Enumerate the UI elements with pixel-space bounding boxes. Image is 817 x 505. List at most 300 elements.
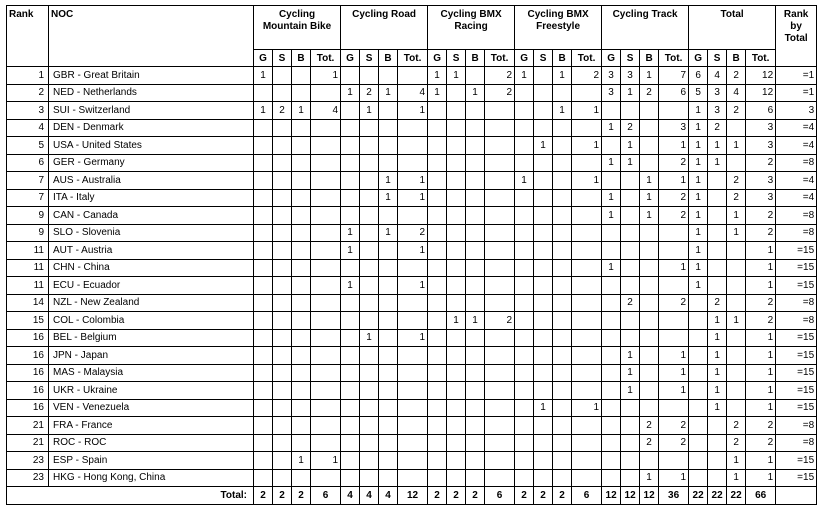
medal-cell: [727, 154, 746, 172]
medal-cell: [254, 242, 273, 260]
medal-cell: [341, 119, 360, 137]
rank-by-total-cell: =4: [776, 172, 817, 190]
medal-cell: [572, 417, 602, 435]
medal-cell: [708, 417, 727, 435]
medal-cell: [428, 102, 447, 120]
medal-cell: 2: [746, 224, 776, 242]
medal-cell: [659, 277, 689, 295]
medal-cell: 3: [659, 119, 689, 137]
medal-cell: 1: [621, 84, 640, 102]
total-cell: 12: [640, 487, 659, 505]
medal-cell: 1: [360, 329, 379, 347]
medal-cell: [534, 329, 553, 347]
medal-cell: [553, 119, 572, 137]
medal-cell: [689, 364, 708, 382]
medal-cell: [602, 294, 621, 312]
medal-cell: [534, 224, 553, 242]
medal-cell: 1: [398, 189, 428, 207]
group-header: Total: [689, 6, 776, 50]
medal-cell: [708, 189, 727, 207]
medal-cell: [640, 347, 659, 365]
medal-cell: [379, 242, 398, 260]
medal-cell: 1: [311, 67, 341, 85]
medal-cell: 1: [360, 102, 379, 120]
medal-cell: [341, 154, 360, 172]
medal-cell: 1: [466, 312, 485, 330]
medal-cell: [466, 189, 485, 207]
medal-cell: 1: [746, 329, 776, 347]
medal-cell: [360, 294, 379, 312]
medal-cell: 1: [727, 224, 746, 242]
total-cell: 22: [689, 487, 708, 505]
medal-cell: 1: [572, 102, 602, 120]
rank-by-total-cell: =15: [776, 329, 817, 347]
total-cell: 6: [311, 487, 341, 505]
medal-cell: 1: [640, 469, 659, 487]
medal-cell: 1: [659, 382, 689, 400]
medal-cell: [621, 399, 640, 417]
medal-cell: [659, 312, 689, 330]
rank-by-total-cell: =15: [776, 382, 817, 400]
medal-cell: 3: [708, 102, 727, 120]
medal-cell: [485, 207, 515, 225]
medal-cell: 1: [311, 452, 341, 470]
medal-cell: [466, 67, 485, 85]
medal-cell: 1: [602, 259, 621, 277]
medal-cell: 3: [708, 84, 727, 102]
medal-cell: [398, 434, 428, 452]
medal-cell: [447, 364, 466, 382]
medal-cell: [311, 382, 341, 400]
medal-cell: [273, 154, 292, 172]
medal-cell: 1: [447, 67, 466, 85]
medal-cell: [553, 329, 572, 347]
medal-cell: [553, 434, 572, 452]
medal-cell: [428, 294, 447, 312]
medal-cell: [254, 329, 273, 347]
medal-cell: 2: [746, 207, 776, 225]
medal-cell: [311, 137, 341, 155]
medal-cell: [273, 137, 292, 155]
medal-cell: 1: [553, 67, 572, 85]
medal-cell: 1: [746, 259, 776, 277]
medal-cell: [485, 242, 515, 260]
medal-cell: 1: [746, 469, 776, 487]
medal-cell: 1: [659, 469, 689, 487]
medal-cell: [379, 67, 398, 85]
medal-cell: [447, 102, 466, 120]
subheader-gold: G: [341, 50, 360, 67]
medal-cell: [602, 224, 621, 242]
medal-cell: [689, 312, 708, 330]
medal-cell: [311, 312, 341, 330]
medal-cell: [553, 312, 572, 330]
rank-cell: 6: [7, 154, 49, 172]
medal-cell: [379, 312, 398, 330]
medal-cell: [621, 189, 640, 207]
table-row: [7, 259, 817, 277]
medal-cell: [273, 189, 292, 207]
medal-cell: [621, 417, 640, 435]
rank-by-total-cell: =8: [776, 224, 817, 242]
medal-cell: [398, 67, 428, 85]
medal-cell: 2: [659, 434, 689, 452]
medal-cell: [292, 382, 311, 400]
medal-cell: [553, 347, 572, 365]
table-row: [7, 154, 817, 172]
medal-cell: 2: [746, 294, 776, 312]
medal-cell: [447, 224, 466, 242]
medal-cell: [360, 347, 379, 365]
medal-cell: [553, 364, 572, 382]
medal-cell: 2: [708, 294, 727, 312]
medal-cell: [360, 452, 379, 470]
medal-cell: 2: [659, 189, 689, 207]
medal-cell: [428, 172, 447, 190]
rank-header: Rank: [7, 6, 49, 67]
total-cell: 6: [485, 487, 515, 505]
medal-cell: [273, 452, 292, 470]
medal-cell: [640, 259, 659, 277]
medal-cell: [379, 119, 398, 137]
medal-cell: 2: [727, 172, 746, 190]
medal-cell: [360, 224, 379, 242]
total-label: Total:: [7, 487, 254, 505]
medal-cell: [708, 277, 727, 295]
medal-cell: [572, 294, 602, 312]
medal-cell: [292, 207, 311, 225]
rank-by-total-cell: =8: [776, 154, 817, 172]
table-row: [7, 102, 817, 120]
medal-cell: [689, 452, 708, 470]
medal-cell: [466, 434, 485, 452]
medal-cell: [379, 207, 398, 225]
medal-cell: 6: [659, 84, 689, 102]
medal-cell: [360, 67, 379, 85]
medal-cell: [659, 329, 689, 347]
medal-cell: [398, 469, 428, 487]
medal-cell: [398, 399, 428, 417]
total-cell: 66: [746, 487, 776, 505]
medal-cell: [515, 399, 534, 417]
medal-cell: [428, 452, 447, 470]
medal-cell: [640, 364, 659, 382]
medal-cell: [254, 172, 273, 190]
subheader-silver: S: [273, 50, 292, 67]
medal-cell: 1: [621, 137, 640, 155]
medal-cell: [640, 277, 659, 295]
medal-cell: [659, 102, 689, 120]
medal-cell: 1: [727, 469, 746, 487]
medal-cell: 1: [621, 154, 640, 172]
medal-cell: [311, 189, 341, 207]
medal-cell: 1: [746, 399, 776, 417]
medal-cell: 3: [602, 67, 621, 85]
medal-cell: [485, 382, 515, 400]
noc-cell: SUI - Switzerland: [49, 102, 254, 120]
medal-cell: 5: [689, 84, 708, 102]
medal-cell: [292, 67, 311, 85]
medal-cell: 1: [689, 172, 708, 190]
medal-cell: [254, 469, 273, 487]
medal-cell: 1: [746, 242, 776, 260]
noc-cell: CAN - Canada: [49, 207, 254, 225]
medal-cell: [311, 469, 341, 487]
table-row: [7, 207, 817, 225]
medal-cell: [621, 452, 640, 470]
medal-cell: [640, 102, 659, 120]
medal-cell: [659, 452, 689, 470]
medal-cell: [273, 294, 292, 312]
medal-table: [6, 5, 817, 505]
medal-cell: [379, 417, 398, 435]
medal-cell: [447, 137, 466, 155]
medal-cell: [311, 364, 341, 382]
medal-cell: [515, 434, 534, 452]
medal-cell: [292, 347, 311, 365]
medal-cell: 1: [708, 347, 727, 365]
medal-cell: 2: [485, 312, 515, 330]
medal-cell: [273, 277, 292, 295]
medal-cell: [640, 119, 659, 137]
rank-cell: 7: [7, 172, 49, 190]
medal-cell: 1: [689, 277, 708, 295]
medal-cell: 6: [746, 102, 776, 120]
medal-cell: [360, 259, 379, 277]
medal-cell: [553, 189, 572, 207]
total-cell: 2: [515, 487, 534, 505]
medal-cell: [379, 259, 398, 277]
medal-cell: 1: [659, 172, 689, 190]
medal-cell: [602, 399, 621, 417]
medal-cell: 2: [640, 84, 659, 102]
medal-cell: [428, 259, 447, 277]
medal-cell: 1: [746, 364, 776, 382]
medal-cell: [428, 189, 447, 207]
medal-cell: 1: [428, 67, 447, 85]
rank-by-total-cell: =4: [776, 119, 817, 137]
rank-by-total-cell: =8: [776, 312, 817, 330]
medal-cell: [311, 172, 341, 190]
medal-cell: [292, 154, 311, 172]
table-row: [7, 312, 817, 330]
medal-cell: [621, 102, 640, 120]
medal-cell: [341, 347, 360, 365]
medal-cell: 1: [727, 452, 746, 470]
medal-cell: 1: [640, 189, 659, 207]
medal-cell: [379, 452, 398, 470]
medal-cell: [254, 277, 273, 295]
medal-cell: [273, 364, 292, 382]
medal-cell: [466, 347, 485, 365]
medal-cell: 2: [727, 102, 746, 120]
noc-cell: JPN - Japan: [49, 347, 254, 365]
medal-cell: [485, 259, 515, 277]
medal-cell: [515, 224, 534, 242]
medal-cell: [398, 364, 428, 382]
medal-cell: [572, 119, 602, 137]
medal-cell: [708, 224, 727, 242]
medal-cell: [515, 189, 534, 207]
medal-cell: [311, 417, 341, 435]
medal-cell: [398, 347, 428, 365]
medal-cell: [621, 242, 640, 260]
medal-cell: [659, 242, 689, 260]
medal-cell: [553, 84, 572, 102]
noc-cell: NED - Netherlands: [49, 84, 254, 102]
medal-cell: [360, 137, 379, 155]
medal-cell: [428, 347, 447, 365]
medal-cell: [398, 417, 428, 435]
noc-cell: MAS - Malaysia: [49, 364, 254, 382]
medal-cell: [254, 382, 273, 400]
medal-cell: [292, 312, 311, 330]
rank-cell: 4: [7, 119, 49, 137]
medal-cell: [534, 434, 553, 452]
medal-cell: 1: [254, 67, 273, 85]
subheader-total: Tot.: [311, 50, 341, 67]
subheader-silver: S: [447, 50, 466, 67]
rank-cell: 21: [7, 417, 49, 435]
rank-by-total-cell: =1: [776, 84, 817, 102]
medal-cell: 1: [398, 242, 428, 260]
medal-cell: [341, 259, 360, 277]
total-cell: 4: [341, 487, 360, 505]
total-rank-blank: [776, 487, 817, 505]
noc-cell: ROC - ROC: [49, 434, 254, 452]
noc-cell: GBR - Great Britain: [49, 67, 254, 85]
medal-cell: 1: [398, 172, 428, 190]
medal-cell: [572, 364, 602, 382]
medal-cell: [621, 224, 640, 242]
medal-cell: [534, 382, 553, 400]
medal-cell: [311, 224, 341, 242]
rank-by-total-cell: =8: [776, 434, 817, 452]
medal-cell: 2: [360, 84, 379, 102]
medal-cell: 1: [621, 347, 640, 365]
medal-cell: [621, 434, 640, 452]
medal-cell: [572, 84, 602, 102]
rank-by-total-cell: =15: [776, 259, 817, 277]
medal-cell: [360, 469, 379, 487]
medal-cell: [379, 434, 398, 452]
medal-cell: 2: [659, 294, 689, 312]
medal-cell: [254, 84, 273, 102]
medal-cell: [553, 469, 572, 487]
medal-cell: [689, 294, 708, 312]
medal-cell: 1: [398, 277, 428, 295]
medal-cell: [485, 329, 515, 347]
medal-cell: [311, 154, 341, 172]
medal-cell: 1: [534, 399, 553, 417]
table-body: [7, 67, 817, 505]
medal-cell: 1: [708, 382, 727, 400]
rank-by-total-cell: =15: [776, 242, 817, 260]
header-row: [7, 6, 817, 50]
noc-header: NOC: [49, 6, 254, 67]
medal-cell: [341, 382, 360, 400]
medal-cell: [341, 172, 360, 190]
medal-cell: [379, 399, 398, 417]
medal-cell: 1: [689, 119, 708, 137]
medal-cell: 1: [727, 207, 746, 225]
subheader-bronze: B: [640, 50, 659, 67]
rank-by-total-cell: =1: [776, 67, 817, 85]
medal-cell: [466, 294, 485, 312]
medal-cell: 1: [621, 364, 640, 382]
medal-cell: 6: [689, 67, 708, 85]
medal-cell: [602, 137, 621, 155]
medal-cell: [360, 417, 379, 435]
medal-cell: 1: [659, 347, 689, 365]
medal-cell: 2: [640, 417, 659, 435]
medal-cell: 1: [746, 277, 776, 295]
medal-cell: [428, 469, 447, 487]
medal-cell: [292, 329, 311, 347]
medal-cell: 1: [572, 172, 602, 190]
medal-cell: 1: [553, 102, 572, 120]
subheader-total: Tot.: [398, 50, 428, 67]
subheader-gold: G: [515, 50, 534, 67]
medal-cell: [428, 364, 447, 382]
rank-cell: 15: [7, 312, 49, 330]
medal-cell: [572, 189, 602, 207]
medal-cell: 2: [621, 119, 640, 137]
medal-cell: [428, 312, 447, 330]
medal-cell: [292, 469, 311, 487]
medal-cell: [534, 347, 553, 365]
medal-cell: [602, 329, 621, 347]
medal-cell: [727, 259, 746, 277]
medal-cell: [553, 172, 572, 190]
medal-cell: 1: [708, 137, 727, 155]
medal-cell: [341, 399, 360, 417]
table-row: [7, 242, 817, 260]
medal-cell: [379, 469, 398, 487]
medal-cell: [727, 119, 746, 137]
subheader-gold: G: [428, 50, 447, 67]
medal-cell: 1: [572, 399, 602, 417]
subheader-gold: G: [254, 50, 273, 67]
subheader-bronze: B: [466, 50, 485, 67]
subheader-bronze: B: [379, 50, 398, 67]
medal-cell: [428, 277, 447, 295]
medal-cell: [360, 382, 379, 400]
medal-cell: [360, 172, 379, 190]
medal-cell: 1: [659, 259, 689, 277]
total-cell: 2: [292, 487, 311, 505]
noc-cell: GER - Germany: [49, 154, 254, 172]
medal-cell: [553, 207, 572, 225]
medal-cell: [485, 434, 515, 452]
subheader-bronze: B: [553, 50, 572, 67]
medal-cell: 2: [746, 312, 776, 330]
rank-cell: 11: [7, 277, 49, 295]
medal-cell: [572, 259, 602, 277]
medal-cell: [572, 434, 602, 452]
medal-cell: 1: [727, 137, 746, 155]
medal-cell: 1: [689, 102, 708, 120]
medal-cell: [273, 312, 292, 330]
medal-cell: 1: [515, 67, 534, 85]
medal-cell: 1: [689, 259, 708, 277]
medal-cell: [534, 312, 553, 330]
medal-cell: [379, 294, 398, 312]
medal-cell: [273, 469, 292, 487]
table-row: [7, 224, 817, 242]
medal-cell: [572, 312, 602, 330]
medal-cell: [727, 277, 746, 295]
